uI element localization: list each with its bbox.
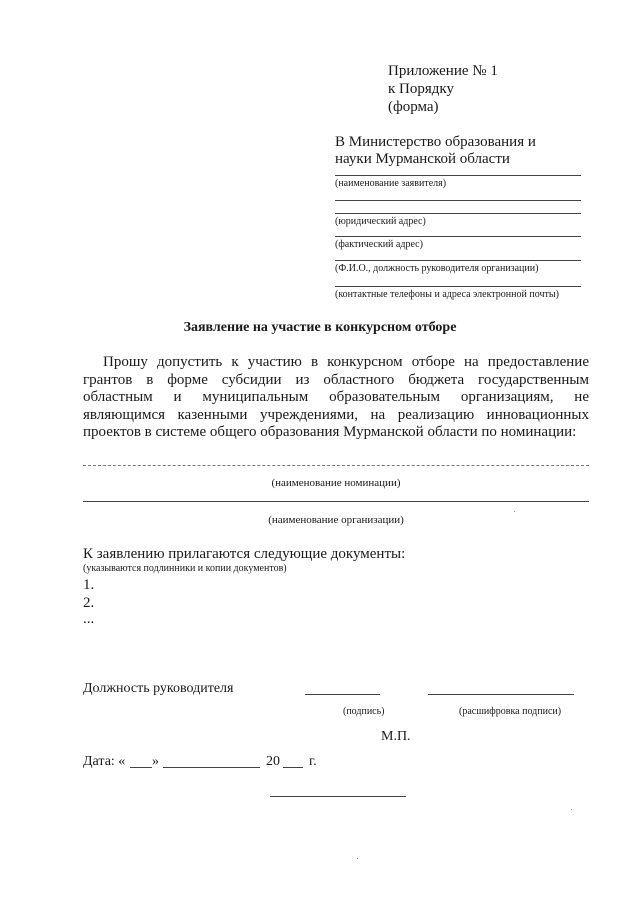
applicant-name-caption: (наименование заявителя) (335, 178, 447, 189)
date-year-line (283, 767, 303, 768)
appendix-reference: к Порядку (388, 81, 454, 97)
date-month-line (163, 767, 260, 768)
organization-caption: (наименование организации) (268, 514, 404, 526)
footer-rule (270, 796, 406, 797)
nomination-line (83, 465, 589, 466)
date-year-suffix: г. (309, 754, 317, 769)
stamp-placeholder: М.П. (381, 729, 411, 744)
document-item-more: ... (83, 611, 95, 627)
head-name-line (335, 260, 581, 261)
contacts-line (335, 286, 581, 287)
nomination-caption: (наименование номинации) (271, 477, 401, 489)
applicant-name-line-2 (335, 200, 581, 201)
date-year-prefix: 20 (266, 754, 280, 769)
appendix-number: Приложение № 1 (388, 63, 498, 79)
document-title: Заявление на участие в конкурсном отборе (183, 320, 457, 335)
date-label-start: Дата: « (83, 754, 126, 769)
signature-decode-line (428, 694, 574, 695)
signature-decode-caption: (расшифровка подписи) (459, 706, 562, 717)
organization-line (83, 501, 589, 502)
appendix-form-label: (форма) (388, 99, 439, 115)
document-item-1: 1. (83, 577, 95, 593)
scan-speck (571, 809, 572, 810)
addressee-line-1: В Министерство образования и (335, 134, 536, 150)
scan-speck (357, 858, 358, 859)
date-label-mid: » (152, 754, 159, 769)
addressee-line-2: науки Мурманской области (335, 151, 510, 167)
signature-line (305, 694, 380, 695)
actual-address-line (335, 236, 581, 237)
actual-address-caption: (фактический адрес) (335, 239, 423, 250)
document-item-2: 2. (83, 595, 95, 611)
head-name-caption: (Ф.И.О., должность руководителя организации) (335, 263, 539, 274)
scan-speck (514, 511, 515, 512)
legal-address-caption: (юридический адрес) (335, 216, 426, 227)
applicant-name-line (335, 175, 581, 176)
contacts-caption: (контактные телефоны и адреса электронной почты) (335, 289, 559, 300)
application-body-text: Прошу допустить к участию в конкурсном отборе на предоставление грантов в форме субсидии из областного бюджета государственным областным и муниципальным образовательным организациям, не являющимся казенными учреждениями, на реализацию инновационных проектов в системе общего образования Мурманской области по номинации: (83, 354, 589, 440)
date-day-line (130, 767, 152, 768)
legal-address-line (335, 213, 581, 214)
signature-caption: (подпись) (343, 706, 385, 717)
head-position-label: Должность руководителя (83, 681, 234, 696)
documents-hint: (указываются подлинники и копии документов) (83, 563, 287, 574)
documents-header: К заявлению прилагаются следующие документы: (83, 546, 406, 562)
